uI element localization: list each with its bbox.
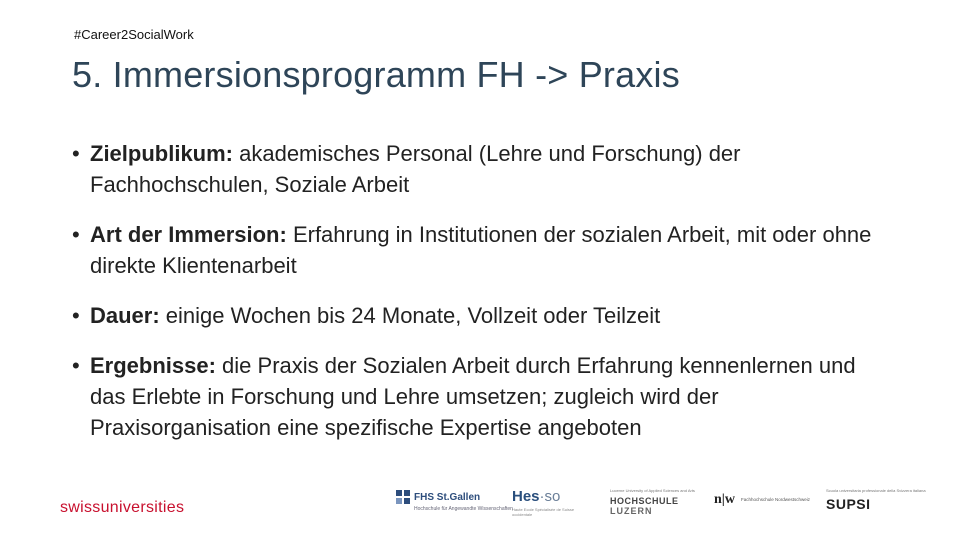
hashtag: #Career2SocialWork — [74, 27, 194, 42]
bullet-label: Dauer: — [90, 303, 160, 328]
hes-so: ·so — [539, 488, 561, 505]
bullet-list — [72, 138, 892, 462]
luzern-small: Lucerne University of Applied Sciences and Arts — [610, 488, 695, 493]
bullet-dauer — [72, 300, 892, 331]
nw-text: Fachhochschule Nordwestschweiz — [740, 496, 811, 502]
partner-logos — [0, 484, 960, 540]
supsi-logo — [826, 488, 926, 512]
page-title: 5. Immersionsprogramm FH -> Praxis — [72, 54, 680, 95]
supsi-small: Scuola universitaria professionale della Svizzera italiana — [826, 488, 926, 493]
bullet-text: Erfahrung in Institutionen der sozialen Arbeit, mit oder ohne direkte Klientenarbeit — [90, 222, 872, 278]
fhnw-logo — [714, 492, 810, 508]
bullet-label: Art der Immersion: — [90, 222, 287, 247]
fhs-grid-icon — [396, 490, 410, 504]
bullet-text: akademisches Personal (Lehre und Forschung) der Fachhochschulen, Soziale Arbeit — [90, 141, 741, 197]
bullet-art-der-immersion — [72, 219, 892, 281]
bullet-text: einige Wochen bis 24 Monate, Vollzeit oder Teilzeit — [159, 303, 661, 328]
bullet-label: Zielpublikum: — [90, 141, 233, 166]
bullet-zielpublikum — [72, 138, 892, 200]
fhs-subtitle: Hochschule für Angewandte Wissenschaften — [414, 506, 513, 512]
luzern-hochschule: HOCHSCHULE — [610, 496, 679, 506]
bullet-label: Ergebnisse: — [90, 353, 216, 378]
nw-mark: n|w — [714, 492, 735, 507]
hochschule-luzern-logo — [610, 488, 695, 516]
hes-main: Hes — [512, 488, 540, 505]
bullet-text: die Praxis der Sozialen Arbeit durch Erfahrung kennenlernen und das Erlebte in Forschung und Lehre umsetzen; zugleich wird der Praxisorganisation eine spezifische Expertise angeboten — [90, 353, 856, 440]
luzern-luzern: LUZERN — [610, 506, 653, 516]
hes-so-logo — [512, 488, 582, 517]
supsi-name: SUPSI — [826, 496, 871, 512]
bullet-ergebnisse — [72, 350, 892, 443]
fhs-st-gallen-logo — [396, 490, 513, 512]
swissuniversities-logo: swissuniversities — [60, 499, 185, 516]
hes-subtitle: Haute Ecole Spécialisée de Suisse occidentale — [512, 507, 575, 517]
fhs-name: FHS St.Gallen — [414, 491, 481, 503]
